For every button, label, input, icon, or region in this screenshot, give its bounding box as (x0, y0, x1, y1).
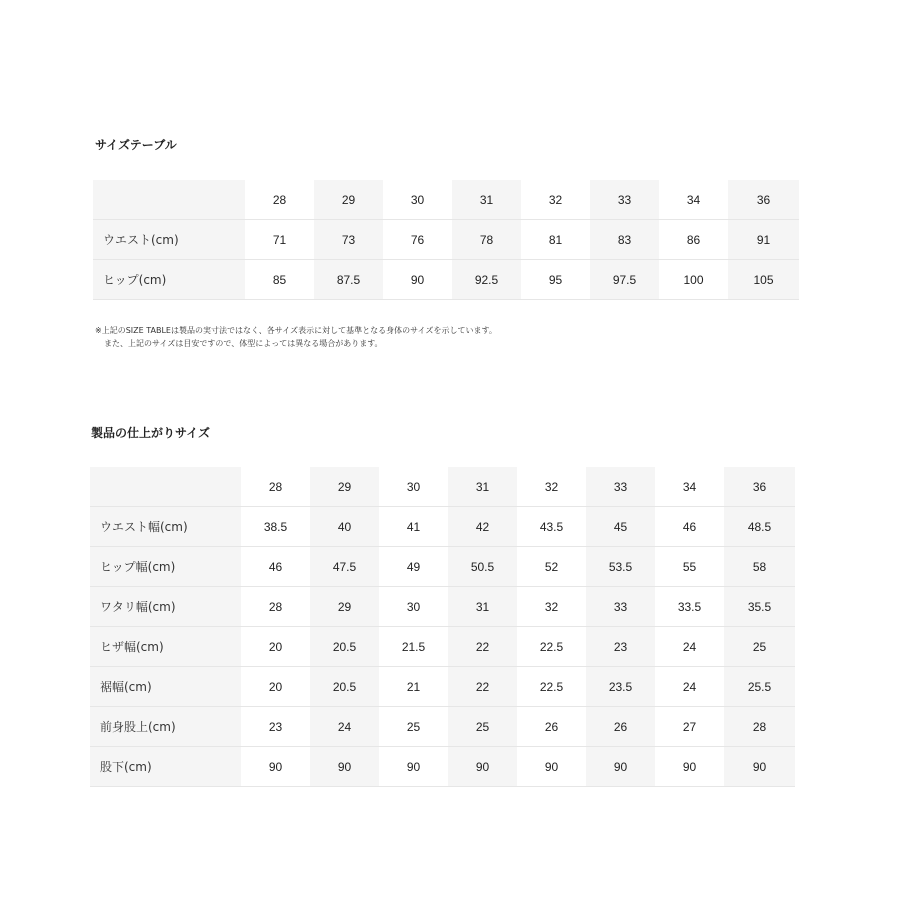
table-cell: 25 (448, 707, 517, 747)
table-cell: 41 (379, 507, 448, 547)
table-cell: 42 (448, 507, 517, 547)
row-label: 股下(cm) (90, 747, 241, 787)
size-header-cell: 29 (310, 467, 379, 507)
table-cell: 78 (452, 220, 521, 260)
table-cell: 95 (521, 260, 590, 300)
table-row (90, 587, 795, 627)
table-cell: 23.5 (586, 667, 655, 707)
table-cell: 32 (517, 587, 586, 627)
table-row (90, 547, 795, 587)
table-cell: 40 (310, 507, 379, 547)
table-cell: 43.5 (517, 507, 586, 547)
table-cell: 26 (586, 707, 655, 747)
table-header-row (90, 467, 795, 507)
table-cell: 92.5 (452, 260, 521, 300)
table-cell: 97.5 (590, 260, 659, 300)
size-header-cell: 32 (517, 467, 586, 507)
table-cell: 83 (590, 220, 659, 260)
size-header-cell: 36 (728, 180, 799, 220)
size-header-cell: 31 (452, 180, 521, 220)
table-cell: 23 (241, 707, 310, 747)
table-cell: 52 (517, 547, 586, 587)
table-cell: 76 (383, 220, 452, 260)
table-cell: 47.5 (310, 547, 379, 587)
row-label: ウエスト幅(cm) (90, 507, 241, 547)
size-note-line-1: ※上記のSIZE TABLEは製品の実寸法ではなく、各サイズ表示に対して基準となる身体のサイズを示しています。 (95, 326, 497, 335)
table-cell: 87.5 (314, 260, 383, 300)
table-cell: 86 (659, 220, 728, 260)
table-cell: 90 (379, 747, 448, 787)
table-cell: 90 (724, 747, 795, 787)
table-cell: 21 (379, 667, 448, 707)
table-cell: 45 (586, 507, 655, 547)
table-row (90, 627, 795, 667)
table-cell: 28 (241, 587, 310, 627)
table-cell: 21.5 (379, 627, 448, 667)
size-header-cell: 34 (655, 467, 724, 507)
table-cell: 58 (724, 547, 795, 587)
table-cell: 22.5 (517, 667, 586, 707)
table-cell: 46 (655, 507, 724, 547)
table-cell: 29 (310, 587, 379, 627)
row-label: ヒップ幅(cm) (90, 547, 241, 587)
size-header-cell: 28 (241, 467, 310, 507)
table-cell: 25 (379, 707, 448, 747)
finished-size-table (90, 467, 795, 787)
table-cell: 25 (724, 627, 795, 667)
table-row (90, 707, 795, 747)
table-cell: 38.5 (241, 507, 310, 547)
size-header-cell: 33 (590, 180, 659, 220)
size-table-title: サイズテーブル (95, 138, 177, 152)
corner-cell (93, 180, 245, 220)
table-cell: 33.5 (655, 587, 724, 627)
table-cell: 100 (659, 260, 728, 300)
table-cell: 20.5 (310, 667, 379, 707)
table-cell: 85 (245, 260, 314, 300)
table-cell: 24 (655, 667, 724, 707)
size-header-cell: 28 (245, 180, 314, 220)
table-cell: 90 (586, 747, 655, 787)
table-cell: 71 (245, 220, 314, 260)
table-cell: 73 (314, 220, 383, 260)
table-row (90, 667, 795, 707)
table-cell: 53.5 (586, 547, 655, 587)
row-label: ヒザ幅(cm) (90, 627, 241, 667)
table-cell: 25.5 (724, 667, 795, 707)
table-cell: 91 (728, 220, 799, 260)
table-cell: 22 (448, 627, 517, 667)
table-cell: 27 (655, 707, 724, 747)
table-cell: 50.5 (448, 547, 517, 587)
table-cell: 22 (448, 667, 517, 707)
size-header-cell: 36 (724, 467, 795, 507)
table-cell: 20.5 (310, 627, 379, 667)
table-cell: 90 (655, 747, 724, 787)
size-header-cell: 33 (586, 467, 655, 507)
table-cell: 55 (655, 547, 724, 587)
table-cell: 24 (310, 707, 379, 747)
finished-size-title: 製品の仕上がりサイズ (91, 426, 211, 440)
table-cell: 90 (517, 747, 586, 787)
row-label: ヒップ(cm) (93, 260, 245, 300)
size-note (95, 324, 497, 350)
table-cell: 48.5 (724, 507, 795, 547)
table-row (90, 507, 795, 547)
table-cell: 46 (241, 547, 310, 587)
size-header-cell: 30 (379, 467, 448, 507)
size-header-cell: 30 (383, 180, 452, 220)
table-header-row (93, 180, 799, 220)
table-cell: 33 (586, 587, 655, 627)
row-label: ワタリ幅(cm) (90, 587, 241, 627)
table-row (93, 260, 799, 300)
table-cell: 20 (241, 627, 310, 667)
size-header-cell: 34 (659, 180, 728, 220)
table-row (93, 220, 799, 260)
size-header-cell: 31 (448, 467, 517, 507)
table-cell: 35.5 (724, 587, 795, 627)
table-cell: 26 (517, 707, 586, 747)
table-cell: 31 (448, 587, 517, 627)
table-cell: 90 (383, 260, 452, 300)
table-cell: 23 (586, 627, 655, 667)
corner-cell (90, 467, 241, 507)
table-cell: 81 (521, 220, 590, 260)
table-cell: 24 (655, 627, 724, 667)
size-table (93, 180, 799, 300)
table-cell: 49 (379, 547, 448, 587)
row-label: 裾幅(cm) (90, 667, 241, 707)
table-cell: 90 (241, 747, 310, 787)
table-cell: 20 (241, 667, 310, 707)
table-cell: 30 (379, 587, 448, 627)
table-cell: 105 (728, 260, 799, 300)
size-header-cell: 29 (314, 180, 383, 220)
table-cell: 28 (724, 707, 795, 747)
size-header-cell: 32 (521, 180, 590, 220)
table-cell: 22.5 (517, 627, 586, 667)
table-cell: 90 (448, 747, 517, 787)
size-note-line-2: また、上記のサイズは目安ですので、体型によっては異なる場合があります。 (104, 339, 383, 348)
row-label: ウエスト(cm) (93, 220, 245, 260)
table-row (90, 747, 795, 787)
row-label: 前身股上(cm) (90, 707, 241, 747)
table-cell: 90 (310, 747, 379, 787)
